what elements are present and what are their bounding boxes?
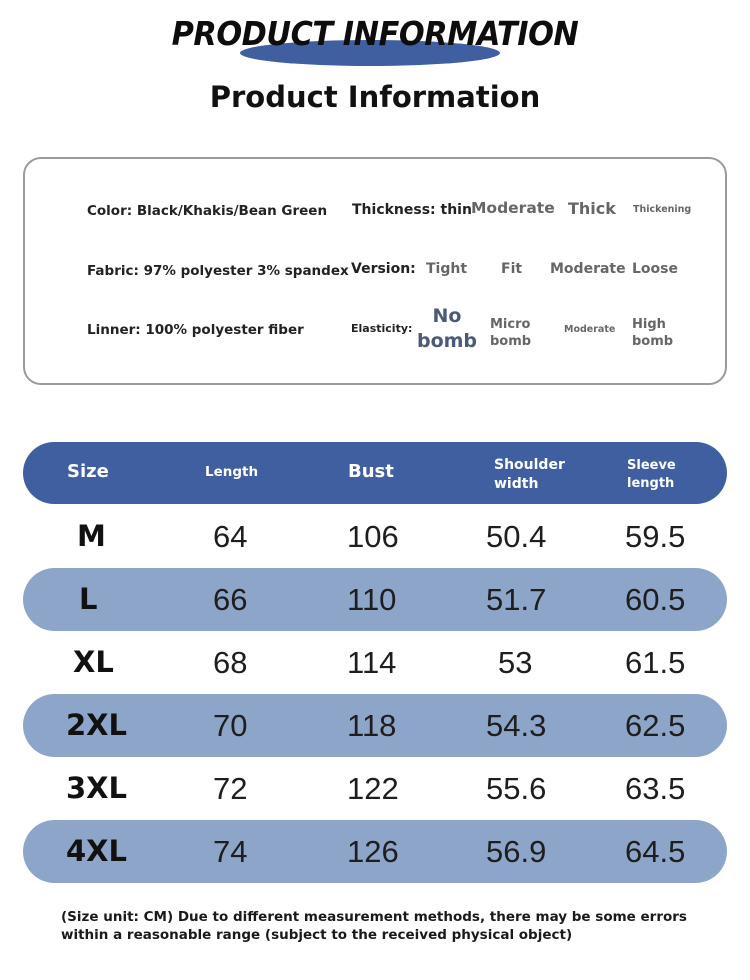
- cell-length: 74: [213, 834, 248, 869]
- header-sleeve-length: Sleeve length: [627, 458, 676, 491]
- table-row: [23, 820, 727, 883]
- elasticity-label: Elasticity:: [351, 322, 413, 335]
- cell-shoulder-width: 53: [498, 645, 533, 680]
- banner-title: PRODUCT INFORMATION: [171, 14, 579, 53]
- cell-size: 3XL: [66, 771, 128, 805]
- cell-length: 72: [213, 771, 248, 806]
- cell-sleeve-length: 62.5: [625, 708, 686, 743]
- cell-length: 70: [213, 708, 248, 743]
- cell-size: L: [79, 582, 98, 616]
- thickness-label: Thickness: thin: [352, 202, 472, 218]
- table-row: [23, 568, 727, 631]
- cell-sleeve-length: 60.5: [625, 582, 686, 617]
- elasticity-option-no-bomb: No bomb: [416, 305, 478, 352]
- table-header-row: [23, 442, 727, 504]
- header-length: Length: [205, 464, 259, 480]
- cell-shoulder-width: 50.4: [486, 519, 547, 554]
- version-option-fit: Fit: [501, 261, 523, 277]
- thickness-option-thickening: Thickening: [633, 204, 692, 215]
- cell-bust: 110: [347, 582, 397, 617]
- header-bust: Bust: [348, 461, 394, 482]
- table-row: [23, 505, 727, 568]
- thickness-option-moderate: Moderate: [471, 199, 555, 217]
- color-info: Color: Black/Khakis/Bean Green: [87, 203, 328, 219]
- elasticity-option-micro-bomb: Micro bomb: [490, 317, 532, 349]
- header-shoulder-width: Shoulder width: [494, 457, 565, 492]
- cell-bust: 114: [347, 645, 397, 680]
- measurement-footnote: (Size unit: CM) Due to different measurement methods, there may be some errors within a reasonable range (subject to the received physical object): [61, 909, 687, 943]
- version-label: Version:: [351, 261, 416, 277]
- cell-shoulder-width: 54.3: [486, 708, 547, 743]
- table-row: [23, 631, 727, 694]
- cell-bust: 126: [347, 834, 399, 869]
- cell-sleeve-length: 64.5: [625, 834, 686, 869]
- cell-shoulder-width: 55.6: [486, 771, 547, 806]
- cell-size: XL: [73, 645, 114, 679]
- table-row: [23, 694, 727, 757]
- cell-size: M: [77, 519, 106, 553]
- banner: [0, 0, 750, 70]
- version-option-loose: Loose: [632, 261, 678, 277]
- version-option-tight: Tight: [426, 261, 468, 277]
- version-option-moderate: Moderate: [550, 261, 626, 277]
- cell-bust: 118: [347, 708, 397, 743]
- elasticity-option-high-bomb: High bomb: [632, 317, 674, 349]
- cell-length: 68: [213, 645, 248, 680]
- cell-size: 2XL: [66, 708, 128, 742]
- cell-bust: 106: [347, 519, 399, 554]
- cell-length: 66: [213, 582, 248, 617]
- cell-bust: 122: [347, 771, 399, 806]
- product-info-panel: [23, 157, 727, 385]
- elasticity-option-moderate: Moderate: [564, 324, 616, 335]
- page-title: Product Information: [209, 80, 541, 114]
- header-size: Size: [67, 461, 109, 482]
- thickness-option-thick: Thick: [568, 199, 616, 218]
- fabric-info: Fabric: 97% polyester 3% spandex: [87, 263, 349, 279]
- linner-info: Linner: 100% polyester fiber: [87, 322, 304, 338]
- cell-shoulder-width: 56.9: [486, 834, 547, 869]
- cell-sleeve-length: 59.5: [625, 519, 686, 554]
- cell-sleeve-length: 61.5: [625, 645, 686, 680]
- table-row: [23, 757, 727, 820]
- cell-size: 4XL: [66, 834, 128, 868]
- cell-shoulder-width: 51.7: [486, 582, 547, 617]
- cell-length: 64: [213, 519, 248, 554]
- cell-sleeve-length: 63.5: [625, 771, 686, 806]
